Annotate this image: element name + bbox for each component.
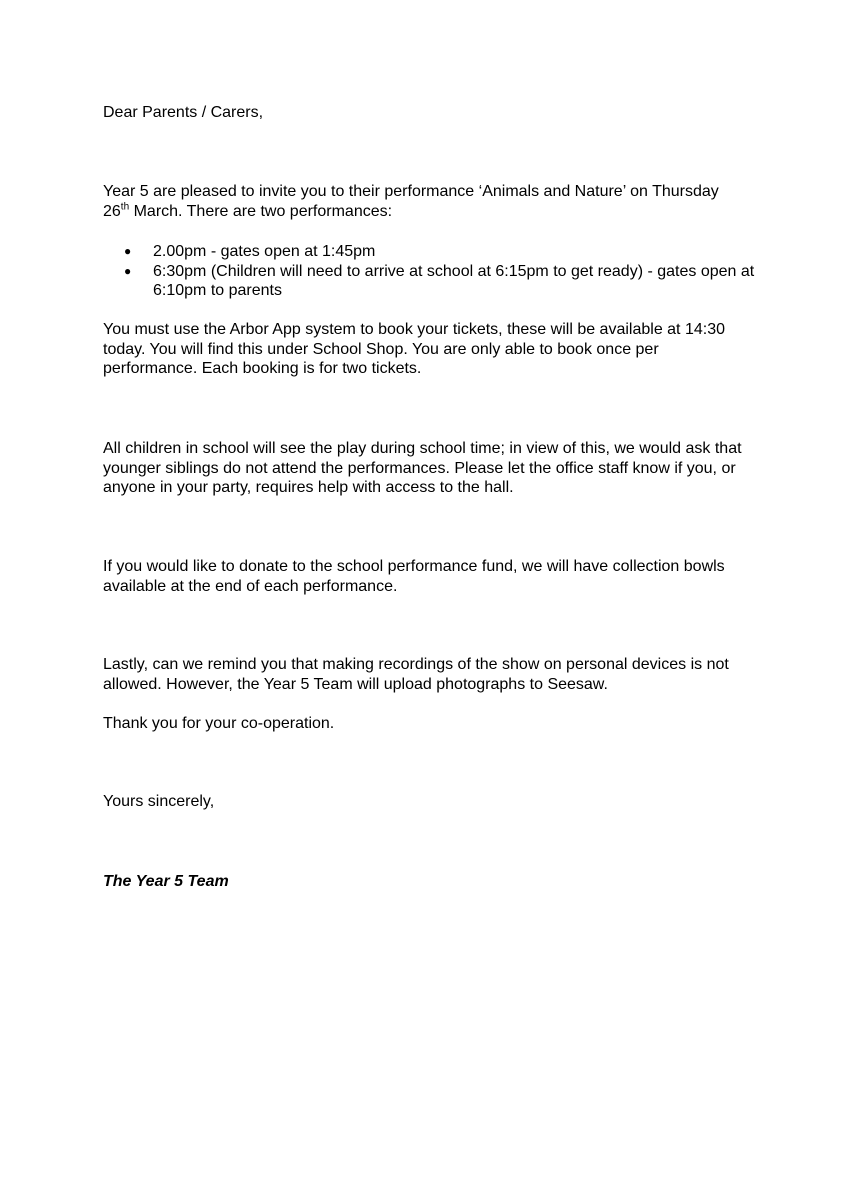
intro-text-part1: Year 5 are pleased to invite you to their performance ‘Animals and Nature’ on Thursday 26: [103, 183, 719, 220]
performance-list: [103, 242, 783, 301]
intro-paragraph: [103, 182, 723, 221]
siblings-paragraph: All children in school will see the play during school time; in view of this, we would ask that younger siblings do not attend the performances. Please let the office staff know if you, or anyone in your party, requires help with access to the hall.: [103, 440, 742, 496]
intro-text-part2: March. There are two performances:: [129, 202, 393, 220]
booking-paragraph: You must use the Arbor App system to book your tickets, these will be available at 14:30 today. You will find this under School Shop. You are only able to book once per performance. Each booking is for two tickets.: [103, 321, 725, 377]
greeting: Dear Parents / Carers,: [103, 104, 264, 121]
bullet-icon: ●: [124, 244, 132, 258]
list-item: [103, 262, 767, 301]
signature: The Year 5 Team: [103, 873, 229, 890]
donation-paragraph: If you would like to donate to the school performance fund, we will have collection bowls available at the end of each performance.: [103, 558, 725, 595]
thanks-line: Thank you for your co-operation.: [103, 715, 335, 732]
performance-time-1: 2.00pm - gates open at 1:45pm: [153, 243, 376, 260]
list-item: [103, 242, 767, 262]
performance-time-2: 6:30pm (Children will need to arrive at school at 6:15pm to get ready) - gates open at 6:10pm to parents: [153, 262, 755, 299]
bullet-icon: ●: [124, 263, 132, 278]
closing-line: Yours sincerely,: [103, 793, 215, 810]
recordings-paragraph: Lastly, can we remind you that making recordings of the show on personal devices is not allowed. However, the Year 5 Team will upload photographs to Seesaw.: [103, 656, 729, 693]
date-ordinal-suffix: th: [120, 201, 130, 213]
